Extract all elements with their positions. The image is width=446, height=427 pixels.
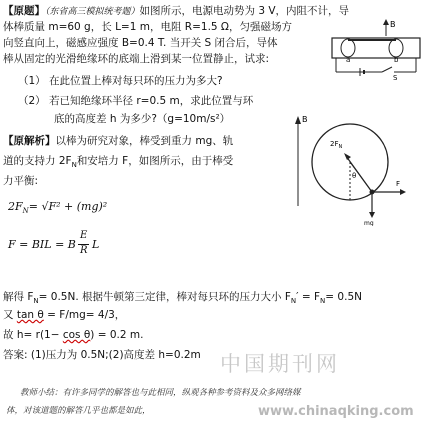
eq1-lhs: 2F bbox=[8, 200, 23, 213]
apparatus-figure bbox=[326, 18, 426, 80]
analysis-text-1: 以棒为研究对象，棒受到重力 mg、轨 bbox=[55, 135, 234, 147]
eq1-rhs: = √F² + (mg)² bbox=[28, 200, 108, 213]
question-2b: 底的高度差 h 为多少?（g=10m/s²） bbox=[54, 113, 231, 125]
question-1: （1） 在此位置上棒对每只环的压力为多大? bbox=[18, 75, 223, 87]
analysis-line-1 bbox=[3, 134, 233, 148]
fig1-s-label: S bbox=[393, 74, 398, 80]
problem-line-1 bbox=[3, 4, 349, 19]
solve1-text: 解得 F bbox=[3, 291, 34, 303]
theta-label: θ bbox=[352, 172, 357, 180]
solve3c-text: ) = 0.2 m. bbox=[90, 329, 144, 341]
solve-line-1: 解得 $F_N= 0.5N$. 根据牛顿第三定律，棒对每只环的压力大小 $F_N' = F_N= 0.5N$ bbox=[3, 291, 362, 306]
fn-label: $2F_N$ bbox=[330, 140, 343, 150]
ring-b bbox=[389, 39, 403, 57]
fig1-bb-label: b bbox=[394, 56, 399, 64]
answer-line: 答案: (1)压力为 0.5N;(2)高度差 h=0.2m bbox=[3, 349, 201, 361]
mg-label: mg bbox=[364, 220, 374, 226]
f-label: F bbox=[396, 180, 401, 188]
fig1-b-label: B bbox=[390, 20, 396, 29]
solve1c-text: ′ = F bbox=[296, 291, 321, 303]
problem-line-3: 向竖直向上，磁感应强度 B=0.4 T. 当开关 S 闭合后，导体 bbox=[3, 37, 278, 49]
switch bbox=[382, 67, 392, 72]
ring-a bbox=[341, 39, 355, 57]
analysis-text-2: 道的支持力 2F bbox=[3, 155, 72, 167]
fig1-a-label: a bbox=[346, 56, 351, 64]
eq2-numerator: E bbox=[80, 230, 88, 241]
fig2-b-label: B bbox=[302, 115, 308, 124]
solve1b-text: = 0.5N. 根据牛顿第三定律，棒对每只环的压力大小 F bbox=[38, 291, 291, 303]
teacher-note-2: 体，对该道题的解答几乎也都是如此， bbox=[6, 406, 151, 416]
solve-line-3 bbox=[3, 328, 143, 342]
solve2c-text: = F/mg= 4/3， bbox=[43, 309, 126, 321]
analysis-text-2b: 和安培力 F，如图所示，由于棒受 bbox=[76, 155, 234, 167]
teacher-note-1: 教师小结：有许多同学的解答也与此相同，纵观各种参考资料及众多网络媒 bbox=[20, 388, 301, 398]
eq2-denominator: R bbox=[80, 245, 88, 256]
question-2a: （2） 若已知绝缘环半径 r=0.5 m，求此位置与环 bbox=[18, 95, 254, 107]
watermark-cn: 中国期刊网 bbox=[220, 352, 340, 376]
eq2-end: L bbox=[92, 238, 100, 251]
tan-theta: tan θ bbox=[16, 309, 44, 321]
problem-text-1: 如图所示，电源电动势为 3 V，内阻不计，导 bbox=[139, 5, 350, 17]
problem-tag: 【原题】 bbox=[3, 5, 45, 17]
force-diagram bbox=[290, 114, 408, 226]
analysis-tag: 【原解析】 bbox=[3, 135, 56, 147]
solve-line-2 bbox=[3, 308, 125, 322]
solve2a-text: 又 bbox=[3, 309, 17, 321]
problem-line-2: 体棒质量 m=60 g，长 L=1 m，电阻 R=1.5 Ω，匀强磁场方 bbox=[3, 21, 292, 33]
analysis-line-3: 力平衡: bbox=[3, 175, 39, 187]
analysis-line-2: 道的支持力 $2F_N$和安培力 F，如图所示，由于棒受 bbox=[3, 155, 234, 170]
solve1d-text: = 0.5N bbox=[325, 291, 362, 303]
equation-2 bbox=[8, 238, 76, 251]
problem-line-4: 棒从固定的光滑绝缘环的底端上滑到某一位置静止，试求: bbox=[3, 53, 270, 65]
solve3a-text: 故 h= r(1− bbox=[3, 329, 63, 341]
cos-theta: cos θ bbox=[62, 329, 91, 341]
equation-1: $2F_N= √F^2 + (mg)^2$ bbox=[8, 200, 108, 216]
watermark-url: www.chinaqking.com bbox=[258, 404, 414, 419]
eq2-text: F = BIL = B bbox=[8, 238, 76, 251]
problem-source: （东省高三模拟统考题） bbox=[45, 7, 140, 17]
